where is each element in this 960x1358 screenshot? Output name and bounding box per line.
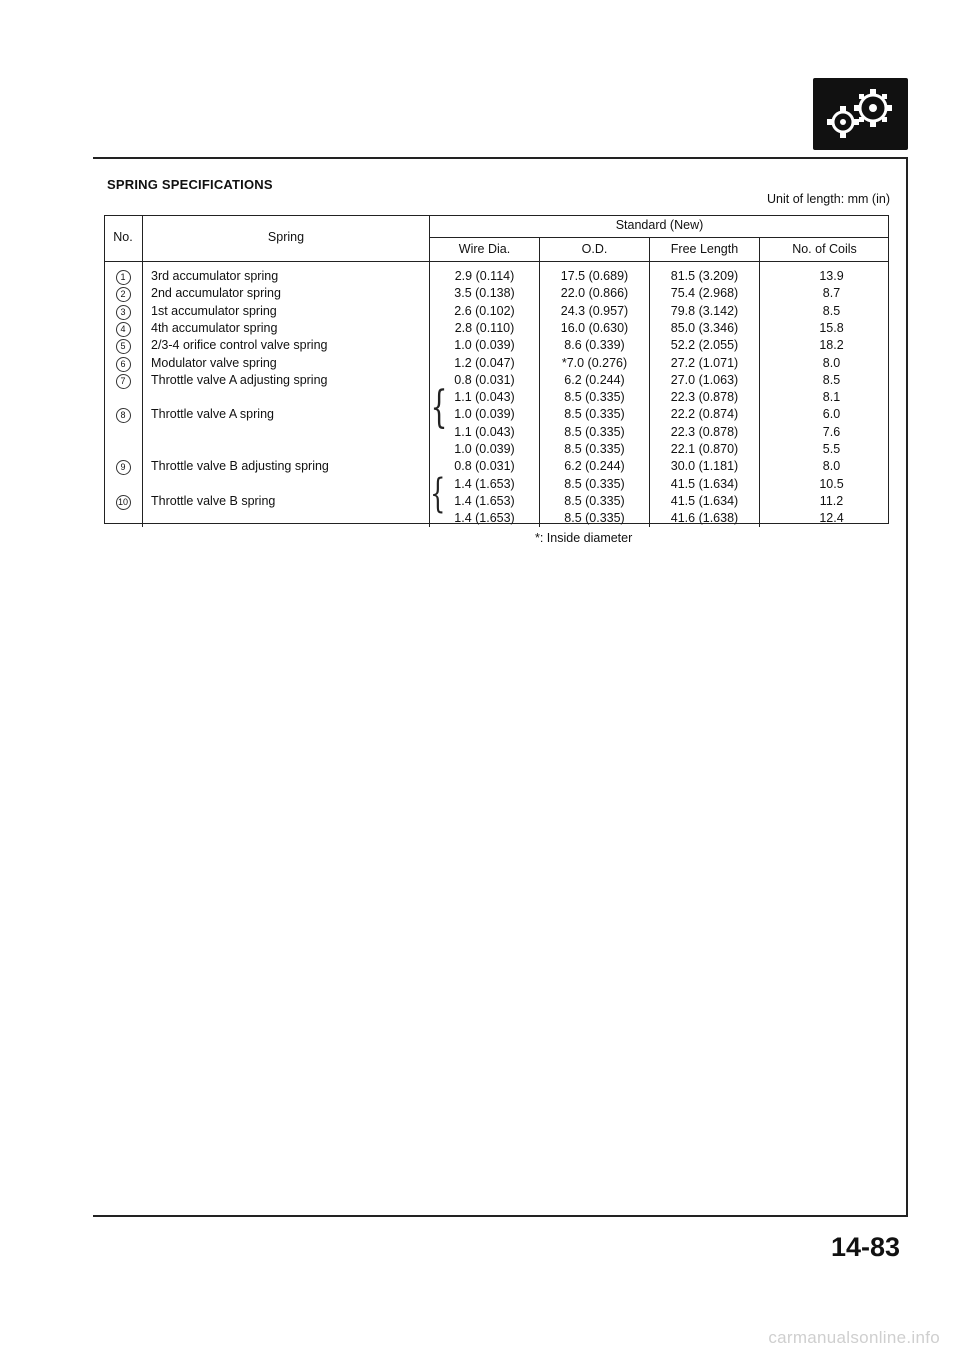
row-number-badge: 5	[116, 339, 131, 354]
cell-free-length: 41.6 (1.638)	[650, 510, 760, 527]
cell-free-length: 85.0 (3.346)	[650, 320, 760, 337]
cell-od: 8.5 (0.335)	[540, 389, 650, 406]
cell-spring	[143, 424, 430, 441]
table-row	[104, 354, 889, 371]
row-number-badge: 4	[116, 322, 131, 337]
cell-free-length: 41.5 (1.634)	[650, 476, 760, 493]
cell-wire-dia: 1.4 (1.653)	[430, 510, 540, 527]
cell-free-length: 27.0 (1.063)	[650, 372, 760, 389]
cell-free-length: 22.3 (0.878)	[650, 389, 760, 406]
header-wire-dia: Wire Dia.	[430, 238, 540, 262]
cell-coils: 5.5	[822, 442, 841, 457]
header-no: No.	[104, 215, 143, 262]
cell-spring: Throttle valve A spring	[143, 406, 430, 423]
cell-od: 17.5 (0.689)	[540, 262, 650, 286]
cell-wire-dia: 2.9 (0.114)	[430, 262, 540, 286]
cell-coils: 15.8	[819, 320, 844, 335]
cell-wire-dia: 3.5 (0.138)	[430, 285, 540, 302]
cell-od: *7.0 (0.276)	[540, 354, 650, 371]
cell-od: 8.5 (0.335)	[540, 406, 650, 423]
cell-wire-dia: 1.0 (0.039)	[430, 337, 540, 354]
table-body	[104, 262, 889, 528]
table-row	[104, 372, 889, 389]
cell-no	[104, 476, 143, 493]
row-number-badge: 3	[116, 305, 131, 320]
cell-wire-dia: 1.4 (1.653)	[430, 493, 540, 510]
header-standard: Standard (New)	[430, 215, 890, 238]
cell-od: 6.2 (0.244)	[540, 372, 650, 389]
cell-spring: Throttle valve B adjusting spring	[143, 458, 430, 475]
table-row	[104, 406, 889, 423]
cell-spring: Modulator valve spring	[143, 354, 430, 371]
table-row	[104, 441, 889, 458]
table-header-row	[104, 215, 889, 238]
header-coils: No. of Coils	[760, 238, 890, 262]
spring-spec-table	[104, 215, 889, 527]
cell-od: 8.6 (0.339)	[540, 337, 650, 354]
cell-wire-dia: 1.0 (0.039)	[430, 406, 540, 423]
cell-no	[104, 337, 143, 354]
cell-coils: 8.1	[822, 390, 841, 405]
cell-no	[104, 406, 143, 423]
cell-no	[104, 285, 143, 302]
table-row	[104, 320, 889, 337]
cell-od: 16.0 (0.630)	[540, 320, 650, 337]
cell-wire-dia: 0.8 (0.031)	[430, 458, 540, 475]
cell-free-length: 22.3 (0.878)	[650, 424, 760, 441]
cell-spring	[143, 441, 430, 458]
cell-od: 24.3 (0.957)	[540, 303, 650, 320]
cell-free-length: 27.2 (1.071)	[650, 354, 760, 371]
cell-no	[104, 262, 143, 286]
cell-spring: 1st accumulator spring	[143, 303, 430, 320]
cell-no	[104, 303, 143, 320]
cell-spring: 4th accumulator spring	[143, 320, 430, 337]
cell-free-length: 41.5 (1.634)	[650, 493, 760, 510]
cell-wire-dia: 1.1 (0.043)	[430, 424, 540, 441]
cell-no	[104, 320, 143, 337]
cell-spring: Throttle valve B spring	[143, 493, 430, 510]
brace-throttle-b: {	[430, 471, 446, 517]
cell-coils: 11.2	[819, 493, 844, 508]
table-row	[104, 389, 889, 406]
table-row	[104, 493, 889, 510]
table-row	[104, 476, 889, 493]
page-number: 14-83	[830, 1232, 900, 1262]
cell-no	[104, 424, 143, 441]
cell-free-length: 22.1 (0.870)	[650, 441, 760, 458]
cell-coils: 12.4	[819, 511, 844, 526]
cell-wire-dia: 1.1 (0.043)	[430, 389, 540, 406]
header-od: O.D.	[540, 238, 650, 262]
cell-free-length: 75.4 (2.968)	[650, 285, 760, 302]
cell-free-length: 81.5 (3.209)	[650, 262, 760, 286]
cell-free-length: 79.8 (3.142)	[650, 303, 760, 320]
cell-wire-dia: 0.8 (0.031)	[430, 372, 540, 389]
bottom-rule	[93, 1215, 908, 1217]
cell-od: 6.2 (0.244)	[540, 458, 650, 475]
cell-spring: 3rd accumulator spring	[143, 262, 430, 286]
cell-no	[104, 458, 143, 475]
cell-no	[104, 354, 143, 371]
cell-free-length: 30.0 (1.181)	[650, 458, 760, 475]
cell-spring: 2/3-4 orifice control valve spring	[143, 337, 430, 354]
cell-wire-dia: 1.2 (0.047)	[430, 354, 540, 371]
cell-spring: 2nd accumulator spring	[143, 285, 430, 302]
row-number-badge: 9	[116, 460, 131, 475]
cell-free-length: 52.2 (2.055)	[650, 337, 760, 354]
cell-free-length: 22.2 (0.874)	[650, 406, 760, 423]
top-rule	[93, 157, 908, 159]
cell-no	[104, 510, 143, 527]
cell-coils: 8.5	[822, 372, 841, 387]
cell-coils: 6.0	[822, 407, 841, 422]
cell-spring: Throttle valve A adjusting spring	[143, 372, 430, 389]
cell-spring	[143, 510, 430, 527]
cell-no	[104, 441, 143, 458]
cell-od: 8.5 (0.335)	[540, 476, 650, 493]
cell-coils: 18.2	[819, 338, 844, 353]
footnote: *: Inside diameter	[535, 531, 633, 545]
row-number-badge: 2	[116, 287, 131, 302]
cell-spring	[143, 389, 430, 406]
table-row	[104, 285, 889, 302]
cell-coils: 7.6	[822, 424, 841, 439]
cell-coils: 8.0	[822, 355, 841, 370]
row-number-badge: 1	[116, 270, 131, 285]
row-number-badge: 10	[116, 495, 131, 510]
table-row	[104, 510, 889, 527]
cell-od: 8.5 (0.335)	[540, 493, 650, 510]
table-row	[104, 424, 889, 441]
cell-od: 8.5 (0.335)	[540, 424, 650, 441]
cell-no	[104, 493, 143, 510]
cell-spring	[143, 476, 430, 493]
table-row	[104, 262, 889, 286]
table-row	[104, 458, 889, 475]
table-row	[104, 303, 889, 320]
cell-coils: 8.7	[822, 286, 841, 301]
row-number-badge: 8	[116, 408, 131, 423]
cell-wire-dia: 1.0 (0.039)	[430, 441, 540, 458]
brace-throttle-a: {	[430, 382, 448, 433]
cell-od: 8.5 (0.335)	[540, 510, 650, 527]
cell-coils: 8.5	[822, 303, 841, 318]
cell-wire-dia: 1.4 (1.653)	[430, 476, 540, 493]
cell-coils: 10.5	[819, 476, 844, 491]
cell-coils: 13.9	[819, 269, 844, 284]
cell-wire-dia: 2.8 (0.110)	[430, 320, 540, 337]
row-number-badge: 6	[116, 357, 131, 372]
header-spring: Spring	[143, 215, 430, 262]
cell-od: 8.5 (0.335)	[540, 441, 650, 458]
cell-wire-dia: 2.6 (0.102)	[430, 303, 540, 320]
cell-coils: 8.0	[822, 459, 841, 474]
cell-no	[104, 389, 143, 406]
watermark: carmanualsonline.info	[768, 1328, 940, 1347]
unit-note: Unit of length: mm (in)	[767, 192, 890, 206]
right-rule	[906, 157, 908, 1215]
cell-no	[104, 372, 143, 389]
table-row	[104, 337, 889, 354]
cell-od: 22.0 (0.866)	[540, 285, 650, 302]
row-number-badge: 7	[116, 374, 131, 389]
section-title: SPRING SPECIFICATIONS	[107, 177, 273, 192]
gear-icon	[813, 78, 908, 150]
header-free-length: Free Length	[650, 238, 760, 262]
